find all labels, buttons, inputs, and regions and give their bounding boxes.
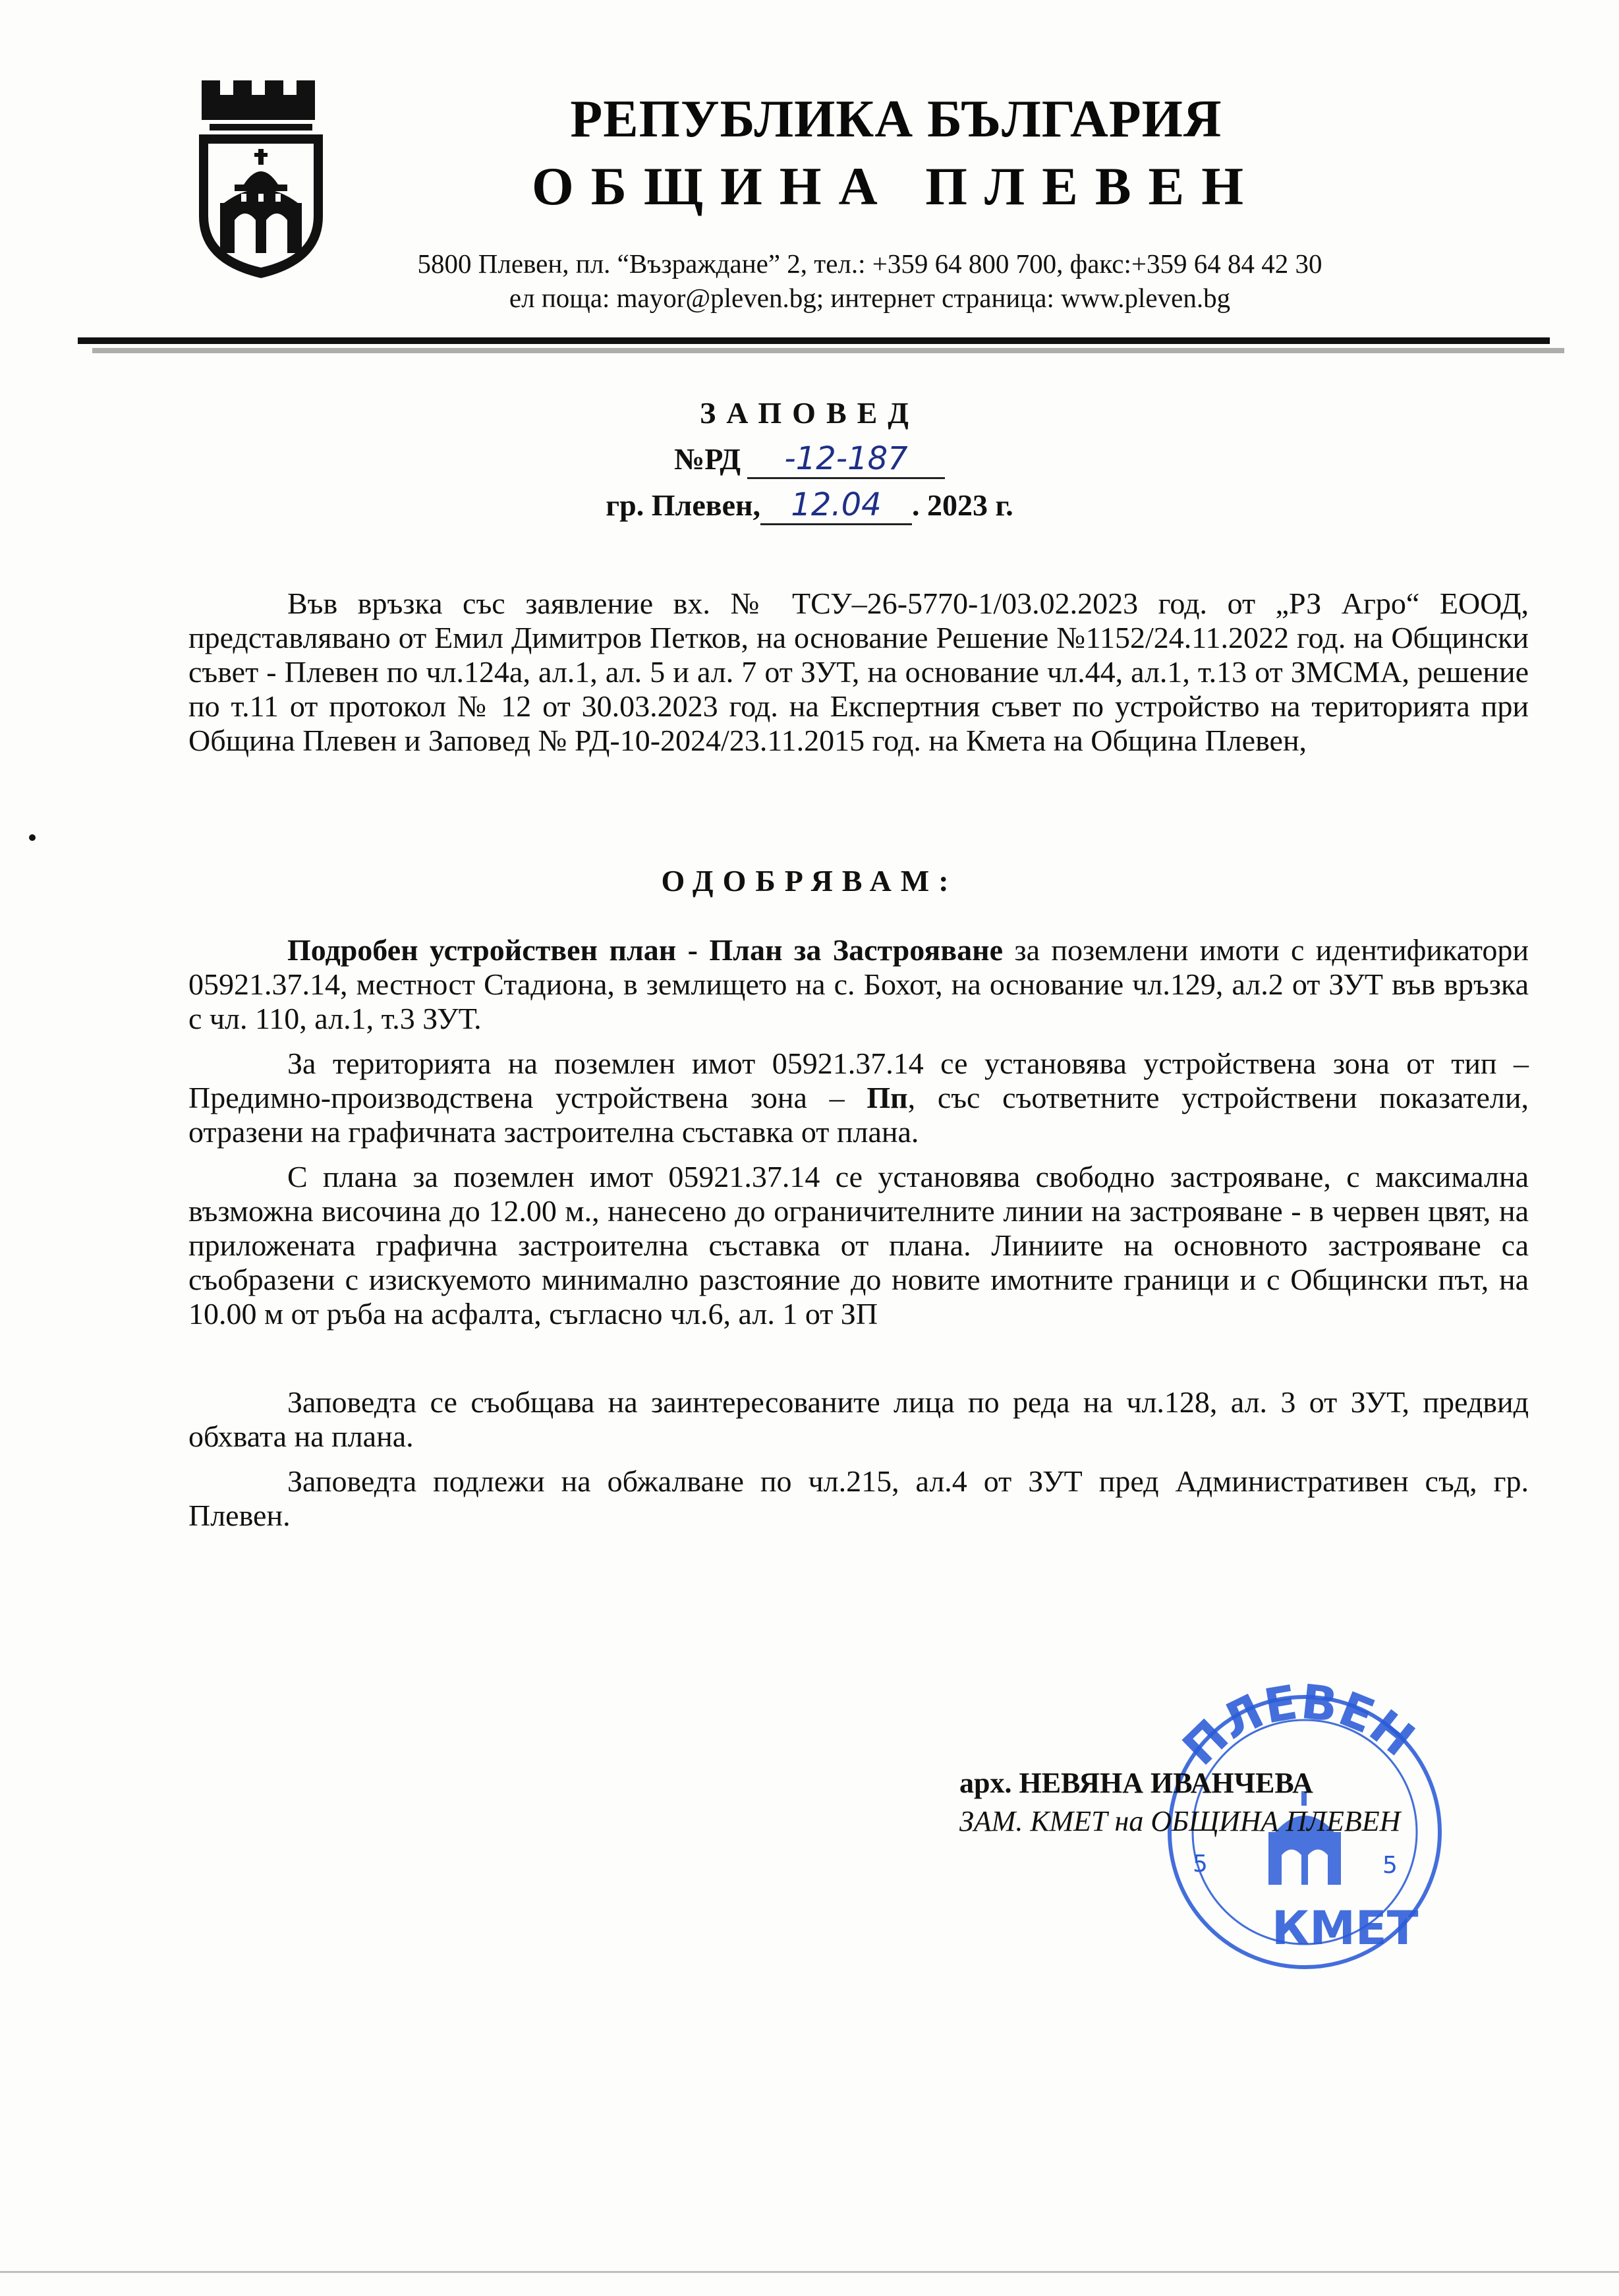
zone-code: Пп <box>866 1081 908 1114</box>
stamp-bottom-text: КМЕТ <box>1272 1901 1419 1955</box>
stamp-left-digit: 5 <box>1193 1851 1208 1878</box>
contact-address: 5800 Плевен, пл. “Възраждане” 2, тел.: +359 64 800 700, факс:+359 64 84 42 30 <box>417 248 1322 279</box>
paragraph-building: С плана за поземлен имот 05921.37.14 се установява свободно застрояване, с максимална възможна височина до 12.00 м., нанесено до ограничителните линии на застрояване - в червен цвят, на приложената графична застроителна съставка от плана. Линиите на основното застрояване са съобразени с изискуемото минимално разстояние до новите имотните граници и с Общински път, на 10.00 м от ръба на асфалта, съгласно чл.6, ал. 1 от ЗП <box>188 1160 1529 1331</box>
order-number <box>0 440 1619 479</box>
header-rule <box>78 337 1550 344</box>
zone-text-b: , със съответните устройствени показатели, отразени на графичната застроителна съставка от плана. <box>188 1081 1529 1149</box>
plan-description: за поземлени имоти с идентификатори 05921.37.14, местност Стадиона, в землището на с. Бохот, на основание чл.129, ал.2 от ЗУТ във връзка с чл. 110, ал.1, т.3 ЗУТ. <box>188 933 1529 1035</box>
coat-of-arms-icon <box>195 71 327 282</box>
order-place: гр. Плевен, <box>606 488 761 522</box>
zone-text-a: За територията на поземлен имот 05921.37.14 се установява устройствена зона от тип – Предимно-производствена устройствена зона – <box>188 1047 1529 1114</box>
order-place-date <box>0 486 1619 525</box>
stamp-top-text: ПЛЕВЕН <box>1172 1673 1425 1776</box>
scan-edge-line <box>0 2271 1619 2273</box>
order-number-prefix: №РД <box>673 442 741 476</box>
stamp-right-digit: 5 <box>1382 1852 1398 1879</box>
paragraph-zone <box>188 1047 1529 1149</box>
header-rule-shadow <box>92 348 1564 353</box>
paragraph-notice: Заповедта се съобщава на заинтересованите лица по реда на чл.128, ал. 3 от ЗУТ, предвид обхвата на плана. <box>188 1385 1529 1453</box>
country-title: РЕПУБЛИКА БЪЛГАРИЯ <box>570 90 1222 148</box>
order-title: ЗАПОВЕД <box>700 396 919 430</box>
municipality-title: ОБЩИНА ПЛЕВЕН <box>531 156 1261 216</box>
handwritten-date: 12.04 <box>760 486 912 525</box>
approve-heading: ОДОБРЯВАМ: <box>661 864 958 898</box>
handwritten-order-number: -12-187 <box>747 440 945 479</box>
plan-name: Подробен устройствен план - План за Застрояване <box>287 933 1003 967</box>
paragraph-plan <box>188 933 1529 1036</box>
paragraph-appeal: Заповедта подлежи на обжалване по чл.215, ал.4 от ЗУТ пред Административен съд, гр. Плевен. <box>188 1464 1529 1532</box>
intro-paragraph: Във връзка със заявление вх. № ТСУ–26-5770-1/03.02.2023 год. от „РЗ Агро“ ЕООД, представлявано от Емил Димитров Петков, на основание Решение №1152/24.11.2022 год. на Общински съвет - Плевен по чл.124а, ал.1, ал. 5 и ал. 7 от ЗУТ, на основание чл.44, ал.1, т.13 от ЗМСМА, решение по т.11 от протокол № 12 от 30.03.2023 год. на Експертния съвет по устройство на територията при Община Плевен и Заповед № РД-10-2024/23.11.2015 год. на Кмета на Община Плевен, <box>188 587 1529 757</box>
signatory-name: арх. НЕВЯНА ИВАНЧЕВА <box>959 1767 1313 1799</box>
order-year: . 2023 г. <box>912 488 1013 522</box>
contact-email-web: ел поща: mayor@pleven.bg; интернет страница: www.pleven.bg <box>509 283 1231 313</box>
signatory-title: ЗАМ. КМЕТ на ОБЩИНА ПЛЕВЕН <box>959 1805 1401 1837</box>
scan-mark <box>29 834 36 841</box>
